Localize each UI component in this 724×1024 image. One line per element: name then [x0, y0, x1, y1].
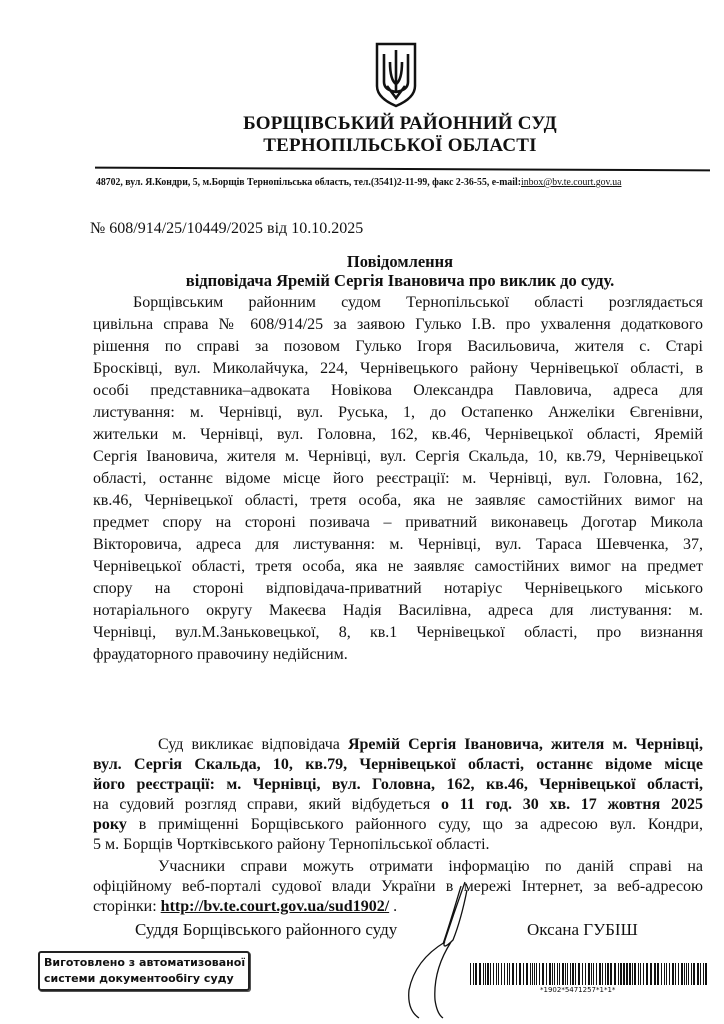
text-segment: кв.46, Чернівецької області, третя особа, яка не заявляє самостійних вимог на — [93, 492, 703, 509]
text-segment: жительки м. Чернівці, вул. Головна, 162, кв.46, Чернівецької області, Яремій — [93, 426, 703, 443]
barcode-bar — [565, 963, 566, 985]
text-line — [93, 600, 703, 622]
barcode-bar — [516, 963, 517, 985]
barcode-bar — [657, 963, 659, 985]
stamp-line1: Виготовлено з автоматизованої — [44, 956, 246, 969]
barcode-bar — [554, 963, 555, 985]
text-line — [93, 815, 703, 835]
paragraph-case-description — [93, 292, 703, 666]
barcode-bar — [496, 963, 497, 985]
text-segment: вул. Сергія Скальда, 10, кв.79, Чернівецької області, останнє відоме місце — [93, 756, 703, 773]
barcode-bar — [582, 963, 583, 985]
text-segment: рішення по справі за позовом Гулько Ігоря Васильовича, жителя с. Старі — [93, 338, 703, 355]
barcode-bar — [666, 963, 667, 985]
text-segment: Бросківці, вул. Миколайчука, 224, Чернівецького району Чернівецької області, в — [93, 360, 703, 377]
text-line — [93, 622, 703, 644]
barcode-bar — [532, 963, 533, 985]
barcode-bar — [675, 963, 676, 985]
text-line — [93, 578, 703, 600]
address-text: 48702, вул. Я.Кондри, 5, м.Борщів Тернопільська область, тел.(3541)2-11-99, факс 2-36-55, e-mail: — [96, 177, 521, 188]
barcode-bar — [599, 963, 601, 985]
barcode-bar — [483, 963, 484, 985]
barcode-bar — [684, 963, 685, 985]
barcode-bar — [575, 963, 576, 985]
barcode-bar — [479, 963, 481, 985]
barcode-bar — [596, 963, 597, 985]
barcode-bar — [509, 963, 510, 985]
barcode-bar — [519, 963, 521, 985]
text-segment: Суд викликає відповідача — [158, 736, 348, 753]
text-line — [93, 795, 703, 815]
barcode-bar — [669, 963, 670, 985]
court-name-line1: БОРЩІВСЬКИЙ РАЙОННИЙ СУД — [243, 113, 557, 134]
text-line — [93, 835, 703, 855]
barcode-bar — [632, 963, 633, 985]
barcode-bar — [470, 963, 471, 985]
barcode-number: *1902*5471257*1*1* — [540, 986, 616, 994]
barcode-bar — [610, 963, 612, 985]
barcode-bar — [626, 963, 628, 985]
text-line — [93, 775, 703, 795]
barcode-bar — [546, 963, 547, 985]
trident-emblem-icon — [373, 42, 419, 108]
barcode-bar — [487, 963, 489, 985]
barcode-bar — [542, 963, 544, 985]
barcode-bar — [638, 963, 639, 985]
barcode-bar — [623, 963, 625, 985]
court-website-link[interactable]: http://bv.te.court.gov.ua/sud1902/ — [160, 898, 390, 915]
barcode-bar — [643, 963, 644, 985]
text-segment: в приміщенні Борщівського районного суду, що за адресою вул. Кондри, — [126, 816, 703, 833]
barcode-bar — [498, 963, 499, 985]
text-segment: Чернівецької області, третя особа, яка не заявляє самостійних вимог на предмет — [93, 558, 703, 575]
text-segment: . — [389, 898, 398, 915]
text-line — [93, 857, 703, 877]
barcode-bar — [534, 963, 535, 985]
barcode-bar — [507, 963, 508, 985]
text-segment: о 11 год. 30 хв. 17 жовтня 2025 — [440, 796, 703, 813]
barcode-bar — [672, 963, 674, 985]
text-segment: нотаріального округу Макеєва Надія Василівна, адреса для листування: м. — [93, 602, 703, 619]
text-line — [93, 644, 703, 666]
judge-name: Оксана ГУБІШ — [527, 920, 638, 939]
header-divider — [95, 167, 710, 172]
text-segment: листування: м. Чернівці, вул. Руська, 1, до Остапенко Анжеліки Євгенівни, — [93, 404, 703, 421]
text-segment: фраудаторного правочину недійсним. — [93, 646, 348, 663]
barcode-bar — [572, 963, 574, 985]
text-segment: області, останнє відоме місце його реєстрації: м. Чернівці, вул. Головна, 162, — [93, 470, 703, 487]
text-segment: Сергія Івановича, жителя м. Чернівці, вул. Сергія Скальда, 10, кв.79, Чернівецької — [93, 448, 703, 465]
text-line — [93, 755, 703, 775]
registration-number: № 608/914/25/10449/2025 від 10.10.2025 — [90, 220, 364, 237]
barcode-bar — [629, 963, 631, 985]
text-line — [93, 358, 703, 380]
barcode-bar — [475, 963, 477, 985]
barcode-bar — [664, 963, 665, 985]
email-link[interactable]: inbox@bv.te.court.gov.ua — [520, 177, 622, 188]
barcode-bar — [646, 963, 648, 985]
text-line — [93, 468, 703, 490]
barcode-bar — [607, 963, 609, 985]
barcode-bar — [559, 963, 560, 985]
text-line — [93, 380, 703, 402]
text-segment: Яремій Сергія Івановича, жителя м. Чернівці, — [347, 736, 703, 753]
text-line — [93, 292, 703, 314]
barcode-bar — [539, 963, 540, 985]
text-line — [93, 490, 703, 512]
text-segment: 5 м. Борщів Чортківського району Тернопільської області. — [93, 836, 490, 853]
barcode-bar — [602, 963, 603, 985]
text-segment: Учасники справи можуть отримати інформацію по даній справі на — [158, 858, 703, 875]
barcode-bar — [530, 963, 531, 985]
barcode-bar — [549, 963, 551, 985]
text-segment: предмет спору на стороні позивача – приватний виконавець Доготар Микола — [93, 514, 703, 531]
document-subtitle: відповідача Яремій Сергія Івановича про виклик до суду. — [185, 271, 615, 290]
text-line — [93, 556, 703, 578]
barcode-bar — [578, 963, 580, 985]
handwritten-signature — [395, 880, 515, 1020]
text-line — [93, 735, 703, 755]
barcode-bar — [640, 963, 641, 985]
barcode-bar — [605, 963, 606, 985]
text-segment: року — [93, 816, 127, 833]
text-line — [93, 336, 703, 358]
text-segment: сторінки: — [93, 898, 161, 915]
barcode-bar — [614, 963, 616, 985]
text-line — [93, 512, 703, 534]
court-name-line2: ТЕРНОПІЛЬСЬКОЇ ОБЛАСТІ — [263, 135, 537, 156]
barcode-bar — [591, 963, 592, 985]
text-segment: цивільна справа № 608/914/25 за заявою Гулько І.В. про ухвалення додаткового — [93, 316, 703, 333]
barcode-bar — [650, 963, 652, 985]
stamp-line2: системи документообігу суду — [44, 972, 234, 985]
automated-system-stamp — [38, 951, 250, 991]
judge-title: Суддя Борщівського районного суду — [135, 920, 398, 939]
barcode-bar — [536, 963, 537, 985]
barcode-bar — [485, 963, 486, 985]
text-line — [93, 424, 703, 446]
barcode-bar — [567, 963, 568, 985]
barcode-bar — [504, 963, 505, 985]
barcode-bar — [588, 963, 590, 985]
barcode-bar — [552, 963, 553, 985]
barcode-bar — [678, 963, 679, 985]
barcode-bar — [526, 963, 528, 985]
text-segment: Вікторовича, адреса для листування: м. Чернівці, вул. Тараса Шевченка, 37, — [93, 536, 703, 553]
barcode-bar — [523, 963, 524, 985]
barcode — [470, 963, 710, 985]
text-segment: Чернівці, вул.М.Заньковецької, 8, кв.1 Чернівецької області, про визнання — [93, 624, 703, 641]
barcode-bar — [691, 963, 692, 985]
text-line — [93, 446, 703, 468]
barcode-bar — [618, 963, 619, 985]
text-segment: спору на стороні відповідача-приватний нотаріус Чернівецького міського — [93, 580, 703, 597]
text-segment: Борщівським районним судом Тернопільської області розглядається — [133, 294, 703, 311]
paragraph-summons — [93, 735, 703, 855]
barcode-bar — [654, 963, 656, 985]
barcode-bar — [681, 963, 683, 985]
text-line — [93, 534, 703, 556]
text-segment: офіційному веб-порталі судової влади України в мережі Інтернет, за веб-адресою — [93, 878, 703, 895]
court-address — [96, 177, 673, 188]
barcode-bar — [634, 963, 636, 985]
barcode-bar — [703, 963, 704, 985]
barcode-bar — [557, 963, 558, 985]
text-line — [93, 402, 703, 424]
text-line — [93, 314, 703, 336]
barcode-bar — [688, 963, 689, 985]
barcode-bar — [697, 963, 699, 985]
document-title: Повідомлення — [346, 252, 454, 271]
text-segment: його реєстрації: м. Чернівці, вул. Головна, 162, кв.46, Чернівецької області, — [93, 776, 703, 793]
barcode-bar — [700, 963, 701, 985]
barcode-bar — [493, 963, 494, 985]
barcode-bar — [686, 963, 687, 985]
barcode-bar — [661, 963, 662, 985]
barcode-bar — [620, 963, 622, 985]
barcode-bar — [585, 963, 586, 985]
barcode-bar — [562, 963, 564, 985]
text-segment: на судовий розгляд справи, який відбудеться — [93, 796, 441, 813]
barcode-bar — [473, 963, 474, 985]
barcode-bar — [705, 963, 707, 985]
barcode-bar — [501, 963, 502, 985]
barcode-bar — [570, 963, 571, 985]
barcode-bar — [693, 963, 695, 985]
barcode-bar — [512, 963, 514, 985]
barcode-bar — [593, 963, 594, 985]
text-segment: особі представника–адвоката Новікова Олександра Павловича, адреса для — [93, 382, 703, 399]
barcode-bar — [490, 963, 491, 985]
